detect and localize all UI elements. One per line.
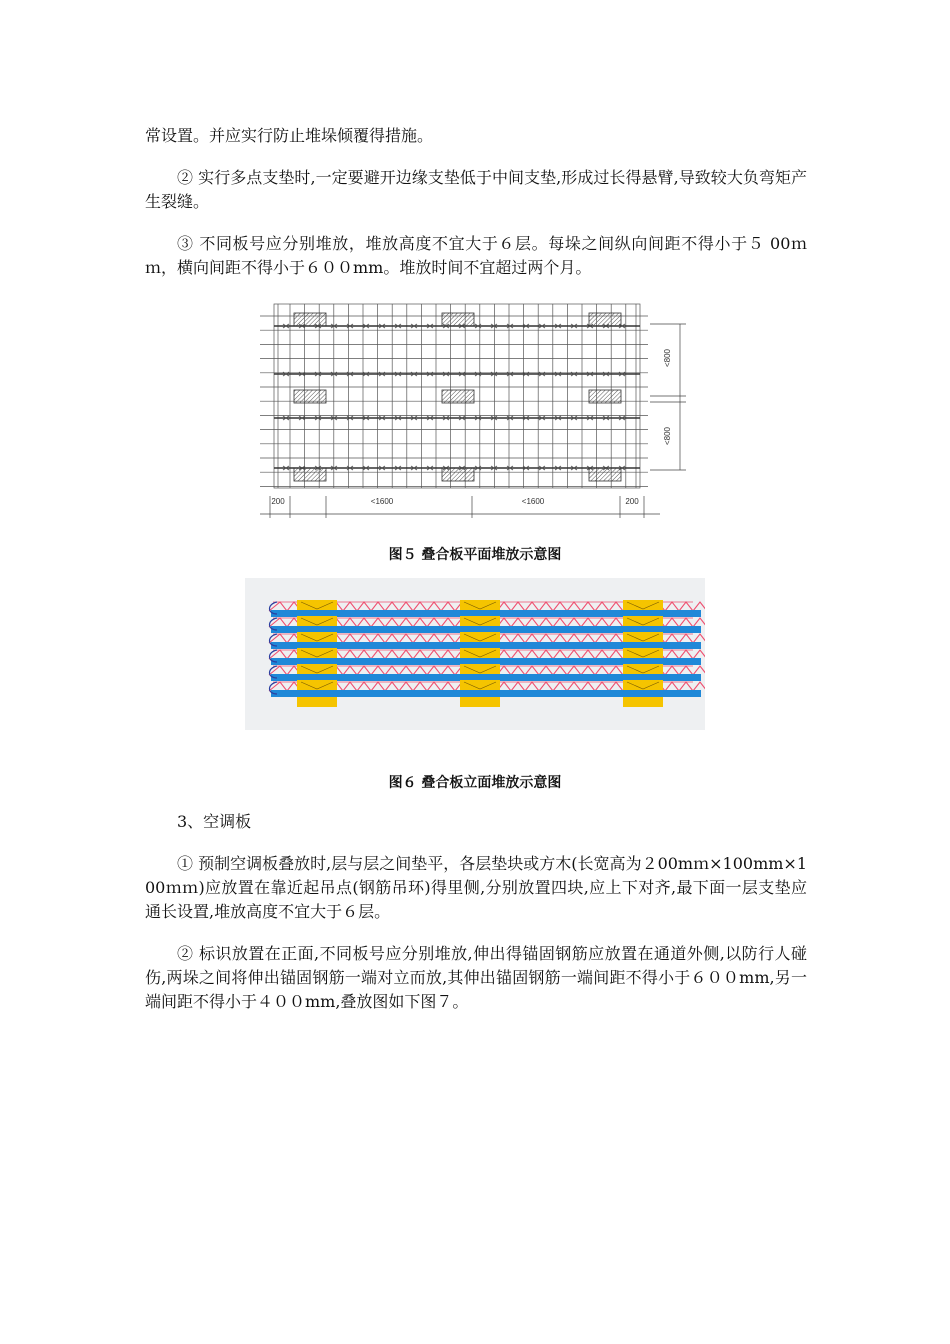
support-block (442, 313, 474, 326)
paragraph-continuation: 常设置。并应实行防止堆垛倾覆得措施。 (145, 126, 434, 145)
slab-layer (271, 674, 701, 681)
support-block (460, 664, 500, 675)
support-block (294, 313, 326, 326)
base-support-block (460, 697, 500, 707)
base-support-block (623, 697, 663, 707)
dim-label-mid2: <1600 (521, 497, 545, 506)
support-block (297, 664, 337, 675)
paragraph-ac-board-stacking: ① 预制空调板叠放时,层与层之间垫平，各层垫块或方木(长宽高为２00mｍ×100mm×100ｍｍ)应放置在靠近起吊点(钢筋吊环)得里侧,分别放置四块,应上下对齐,最下面一层支垫应通长设置,堆放高度不宜大于６层。 (145, 854, 807, 921)
support-block (460, 632, 500, 643)
slab-layer (271, 610, 701, 617)
support-block (297, 600, 337, 611)
paragraph-ac-board-marking: ② 标识放置在正面,不同板号应分别堆放,伸出得锚固钢筋应放置在通道外侧,以防行人碰伤,两垛之间将伸出锚固钢筋一端对立而放,其伸出锚固钢筋一端间距不得小于６００mm,另一端间距不得小于４００mm,叠放图如下图７。 (145, 944, 807, 1011)
support-block (297, 616, 337, 627)
support-block (460, 600, 500, 611)
slab-layer (271, 690, 701, 697)
section-heading-ac-board: 3、空调板 (177, 812, 252, 831)
paragraph-support-note: ② 实行多点支垫时,一定要避开边缘支垫低于中间支垫,形成过长得悬臂,导致较大负弯矩产生裂缝。 (145, 168, 807, 211)
support-block (623, 600, 663, 611)
support-block (623, 680, 663, 691)
dim-label-v2: <800 (663, 426, 672, 446)
support-block (460, 680, 500, 691)
support-block (294, 390, 326, 403)
support-block (442, 390, 474, 403)
support-block (297, 648, 337, 659)
slab-layer (271, 626, 701, 633)
figure-elevation-stacking-diagram (245, 578, 705, 730)
support-block (589, 390, 621, 403)
dim-label-v1: <800 (663, 348, 672, 368)
slab-layer (271, 658, 701, 665)
support-block (460, 616, 500, 627)
slab-layer (271, 642, 701, 649)
support-block (297, 632, 337, 643)
support-block (589, 313, 621, 326)
support-block (460, 648, 500, 659)
support-block (623, 616, 663, 627)
support-block (623, 664, 663, 675)
dim-label-left: 200 (271, 497, 285, 506)
support-block (294, 468, 326, 481)
support-block (297, 680, 337, 691)
figure5-caption: 图５ 叠合板平面堆放示意图 (388, 547, 562, 563)
dim-label-mid1: <1600 (370, 497, 394, 506)
support-block (623, 648, 663, 659)
dim-label-right: 200 (625, 497, 639, 506)
figure-plan-stacking-diagram (260, 298, 700, 520)
support-block (623, 632, 663, 643)
support-block (589, 468, 621, 481)
paragraph-stacking-rule: ③ 不同板号应分别堆放，堆放高度不宜大于６层。每垛之间纵向间距不得小于５ 00ｍｍ，横向间距不得小于６００mm。堆放时间不宜超过两个月。 (145, 234, 807, 277)
figure6-caption: 图６ 叠合板立面堆放示意图 (388, 775, 562, 791)
base-support-block (297, 697, 337, 707)
support-block (442, 468, 474, 481)
